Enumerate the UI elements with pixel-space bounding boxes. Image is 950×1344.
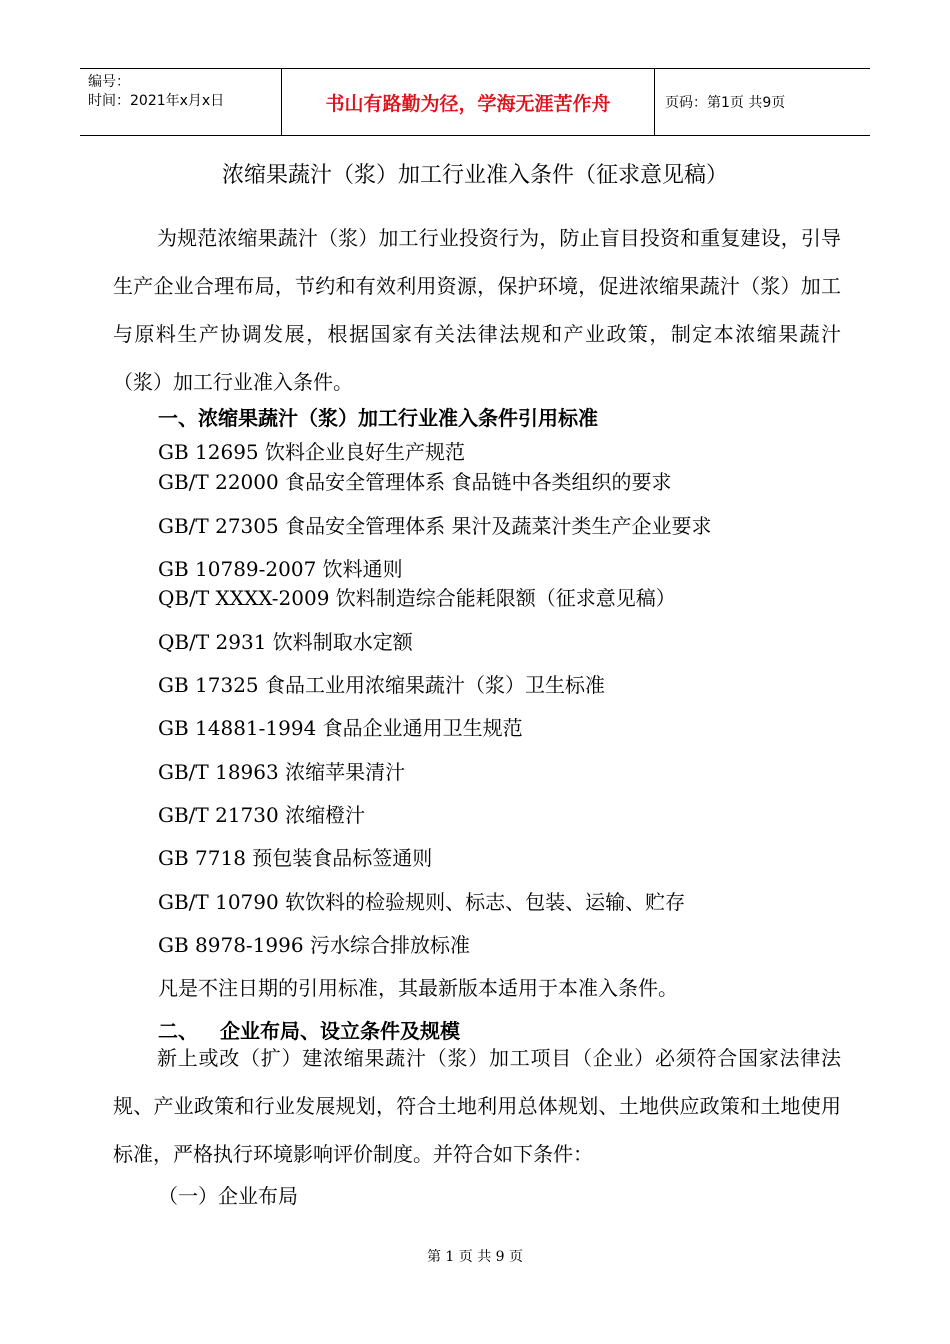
number-label: 编号：	[88, 74, 130, 90]
time-label: 时间：2021年x月x日	[88, 93, 225, 109]
standard-item: QB/T XXXX-2009 饮料制造综合能耗限额（征求意见稿）	[158, 586, 676, 610]
standard-item: GB 12695 饮料企业良好生产规范	[158, 440, 466, 464]
intro-paragraph: 为规范浓缩果蔬汁（浆）加工行业投资行为，防止盲目投资和重复建设，引导生产企业合理布局，节约和有效利用资源，保护环境，促进浓缩果蔬汁（浆）加工与原料生产协调发展，根据国家有关法律法规和产业政策，制定本浓缩果蔬汁（浆）加工行业准入条件。	[113, 226, 841, 394]
page-footer: 第 1 页 共 9 页	[426, 1249, 524, 1265]
standard-item: GB/T 10790 软饮料的检验规则、标志、包装、运输、贮存	[158, 890, 686, 914]
section1-heading: 一、浓缩果蔬汁（浆）加工行业准入条件引用标准	[158, 406, 598, 430]
section2-number: 二、	[158, 1019, 198, 1043]
standard-item: GB/T 27305 食品安全管理体系 果汁及蔬菜汁类生产企业要求	[158, 514, 712, 538]
standard-item: GB 14881-1994 食品企业通用卫生规范	[158, 716, 523, 740]
standard-item: GB 10789-2007 饮料通则	[158, 557, 403, 581]
subsection1-heading: （一）企业布局	[158, 1184, 298, 1208]
page-label: 页码：第1页 共9页	[665, 95, 786, 111]
motto: 书山有路勤为径，学海无涯苦作舟	[282, 69, 655, 135]
standard-item: GB 17325 食品工业用浓缩果蔬汁（浆）卫生标准	[158, 673, 606, 697]
standard-item: GB/T 22000 食品安全管理体系 食品链中各类组织的要求	[158, 470, 672, 494]
standard-item: GB 8978-1996 污水综合排放标准	[158, 933, 470, 957]
standard-item: GB 7718 预包装食品标签通则	[158, 846, 433, 870]
document-title: 浓缩果蔬汁（浆）加工行业准入条件（征求意见稿）	[221, 163, 728, 188]
standard-item: QB/T 2931 饮料制取水定额	[158, 630, 413, 654]
standard-item: GB/T 21730 浓缩橙汁	[158, 803, 366, 827]
section2-title: 企业布局、设立条件及规模	[220, 1019, 460, 1043]
standards-note: 凡是不注日期的引用标准，其最新版本适用于本准入条件。	[158, 976, 678, 1000]
standard-item: GB/T 18963 浓缩苹果清汁	[158, 760, 406, 784]
header-meta-cell	[80, 69, 282, 135]
section2-paragraph: 新上或改（扩）建浓缩果蔬汁（浆）加工项目（企业）必须符合国家法律法规、产业政策和行业发展规划，符合土地利用总体规划、土地供应政策和土地使用标准，严格执行环境影响评价制度。并符合如下条件：	[113, 1046, 841, 1166]
header-table	[80, 68, 870, 136]
